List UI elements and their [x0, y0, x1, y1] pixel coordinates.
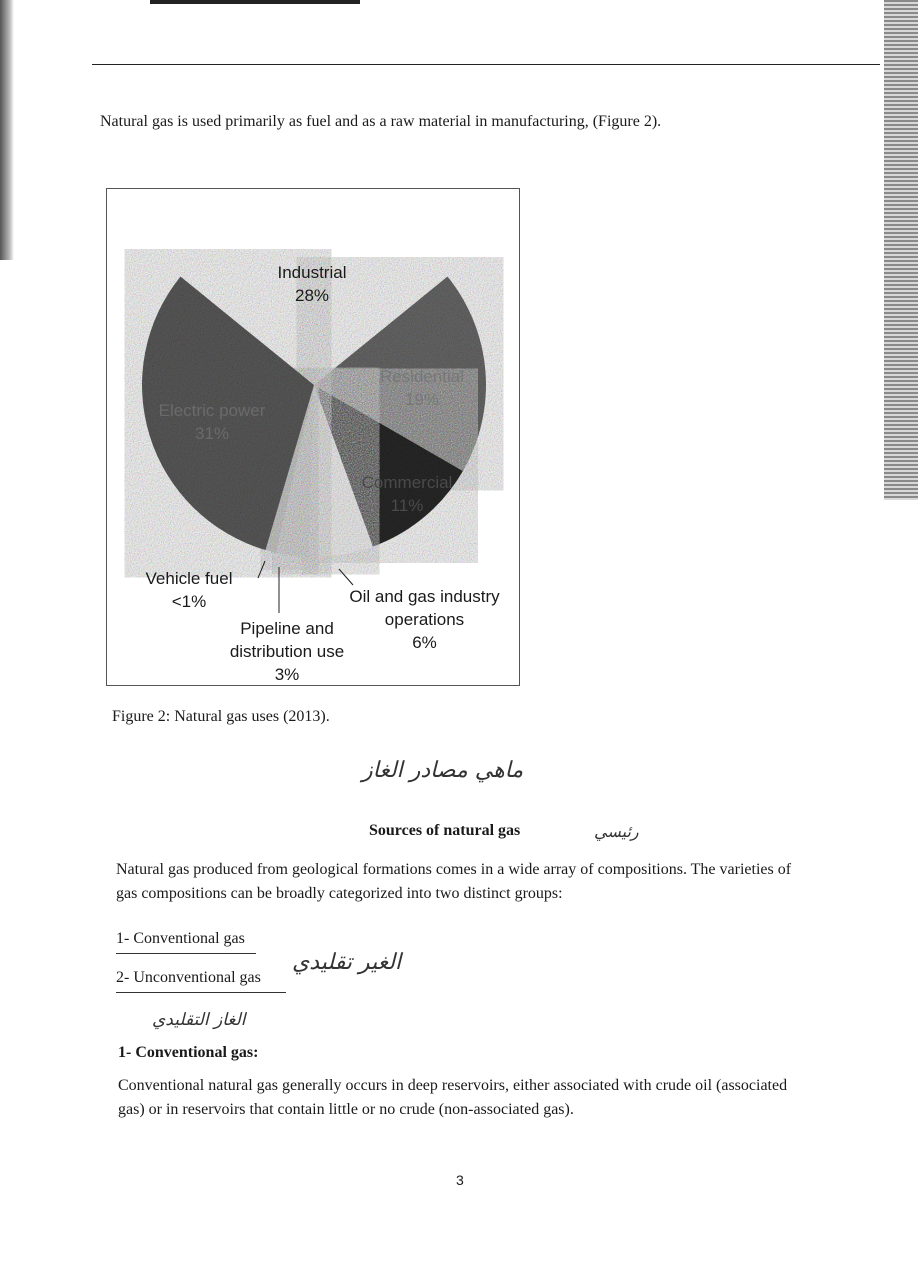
label-pipeline-value: 3% [274, 665, 300, 684]
handwritten-note-4: الغاز التقليدي [152, 1010, 246, 1030]
scan-shadow-left [0, 0, 14, 260]
handwritten-note-1: ماهي مصادر الغاز [362, 758, 524, 783]
label-electric-value: 31% [194, 424, 230, 443]
label-pipeline-name: Pipeline and [240, 619, 334, 638]
label-residential-name: Residential [379, 367, 465, 386]
label-oil-name2: operations [384, 610, 465, 629]
label-oil-value: 6% [412, 633, 437, 652]
label-commercial-name: Commercial [361, 473, 453, 492]
paragraph-1: Natural gas produced from geological formations comes in a wide array of compositions. The varieties of gas compositions can be broadly categorized into two distinct groups: [116, 861, 792, 902]
label-vehicle-value: <1% [171, 592, 207, 611]
section-title: Sources of natural gas [369, 822, 521, 839]
header-rule [92, 64, 880, 65]
label-electric-name: Electric power [158, 401, 266, 420]
list-item-1-underline [116, 953, 256, 954]
paragraph-2: Conventional natural gas generally occurs in deep reservoirs, either associated with crude oil (associated gas) or in reservoirs that contain little or no crude (non-associated gas). [118, 1077, 788, 1118]
top-rule-fragment [150, 0, 360, 4]
scan-shadow-right [884, 0, 918, 500]
list-item-1: 1- Conventional gas [116, 930, 245, 947]
label-oil-name: Oil and gas industry [349, 587, 500, 606]
label-industrial-value: 28% [294, 286, 330, 305]
leader-lines [107, 189, 519, 685]
subheading-conventional: 1- Conventional gas: [118, 1044, 259, 1061]
list-item-2: 2- Unconventional gas [116, 969, 261, 986]
pie-chart-frame [106, 188, 520, 686]
page-number: 3 [456, 1172, 464, 1188]
label-commercial-value: 11% [390, 496, 424, 515]
label-residential-value: 19% [404, 390, 440, 409]
intro-paragraph: Natural gas is used primarily as fuel and as a raw material in manufacturing, (Figure 2). [100, 113, 662, 130]
label-vehicle-name: Vehicle fuel [145, 569, 233, 588]
list-item-2-underline [116, 992, 286, 993]
handwritten-note-2: رئيسي [594, 822, 639, 841]
handwritten-note-3: الغير تقليدي [292, 950, 402, 975]
label-pipeline-name2: distribution use [229, 642, 345, 661]
leader-vehicle [258, 561, 265, 578]
label-industrial-name: Industrial [277, 263, 347, 282]
figure-caption: Figure 2: Natural gas uses (2013). [112, 708, 330, 725]
leader-oil [339, 569, 353, 585]
